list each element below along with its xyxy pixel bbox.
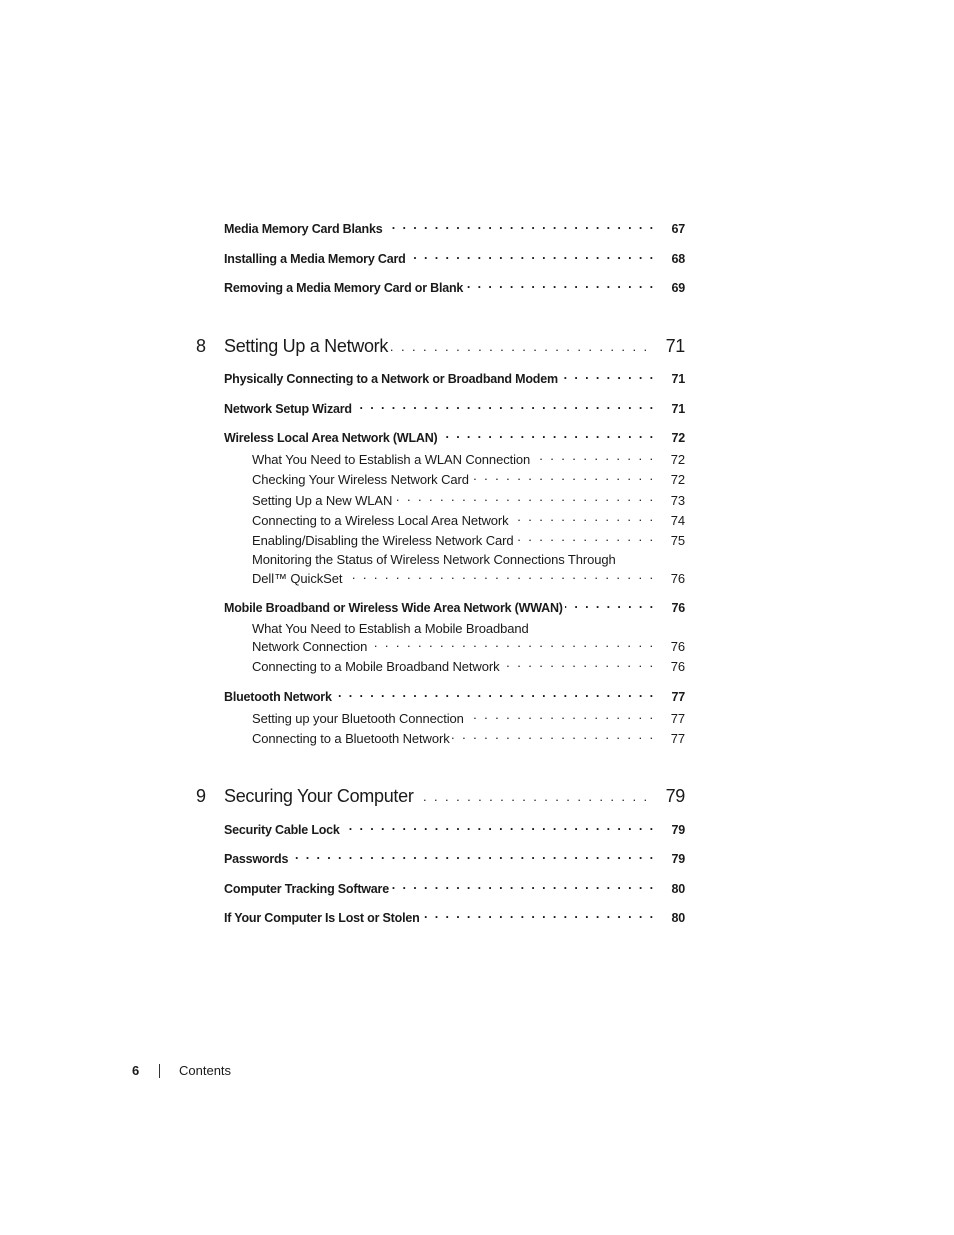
- dot-leader: [342, 820, 655, 834]
- dot-leader: [416, 788, 649, 802]
- toc-entry-page: 79: [671, 823, 685, 837]
- toc-entry-page: 80: [671, 882, 685, 896]
- toc-entry[interactable]: [224, 399, 685, 418]
- toc-entry-page: 80: [671, 911, 685, 925]
- toc-chapter-title: Securing Your Computer: [224, 786, 414, 806]
- toc-entry-title: Physically Connecting to a Network or Broadband Modem: [224, 372, 558, 386]
- toc-subentry-page: 76: [670, 571, 685, 586]
- toc-subentry-title: What You Need to Establish a WLAN Connection: [252, 452, 531, 467]
- toc-entry-title: Media Memory Card Blanks: [224, 222, 383, 236]
- toc-subentry[interactable]: [252, 637, 685, 656]
- toc-entry[interactable]: [224, 820, 685, 839]
- toc-entry-page: 72: [671, 431, 685, 445]
- toc-entry[interactable]: [224, 908, 685, 927]
- dot-leader: [516, 531, 656, 545]
- toc-chapter-title: Setting Up a Network: [224, 336, 389, 356]
- toc-subentry[interactable]: [252, 729, 685, 748]
- toc-entry-title: Installing a Media Memory Card: [224, 252, 406, 266]
- toc-subentry-title: Connecting to a Bluetooth Network: [252, 731, 450, 746]
- toc-entry[interactable]: [224, 219, 685, 238]
- toc-entry-page: 79: [671, 852, 685, 866]
- toc-subentry-title: Network Connection: [252, 639, 368, 654]
- toc-chapter-page: 71: [665, 336, 685, 356]
- toc-subentry-page: 77: [670, 731, 685, 746]
- toc-subentry-page: 72: [670, 452, 685, 467]
- toc-entry-page: 76: [671, 601, 685, 615]
- footer-section-title: Contents: [179, 1063, 232, 1078]
- toc-subentry-page: 74: [670, 513, 685, 528]
- toc-entry-page: 69: [671, 281, 685, 295]
- toc-entry-title: Wireless Local Area Network (WLAN): [224, 431, 438, 445]
- toc-subentry[interactable]: [252, 569, 685, 588]
- toc-subentry[interactable]: [252, 491, 685, 510]
- toc-entry-title: Security Cable Lock: [224, 823, 340, 837]
- toc-entry[interactable]: [224, 687, 685, 706]
- toc-entry-title: Bluetooth Network: [224, 690, 332, 704]
- toc-entry[interactable]: [224, 278, 685, 297]
- dot-leader: [471, 470, 655, 484]
- toc-entry-page: 71: [671, 402, 685, 416]
- toc-entry[interactable]: [224, 249, 685, 268]
- toc-subentry-title: Enabling/Disabling the Wireless Network Card: [252, 533, 514, 548]
- toc-subentry[interactable]: [252, 531, 685, 550]
- dot-leader: [344, 569, 655, 583]
- dot-leader: [334, 687, 655, 701]
- toc-subentry[interactable]: [252, 657, 685, 676]
- toc-subentry-title-line1: What You Need to Establish a Mobile Broadband: [252, 621, 529, 636]
- footer-page-number: 6: [132, 1063, 140, 1078]
- dot-leader: [290, 849, 655, 863]
- toc-entry-page: 77: [671, 690, 685, 704]
- dot-leader: [452, 729, 655, 743]
- toc-entry[interactable]: [224, 428, 685, 447]
- toc-chapter-entry[interactable]: [224, 337, 685, 355]
- dot-leader: [501, 657, 655, 671]
- toc-entry[interactable]: [224, 879, 685, 898]
- dot-leader: [390, 338, 649, 352]
- dot-leader: [565, 598, 655, 612]
- dot-leader: [394, 491, 655, 505]
- toc-subentry-page: 76: [670, 659, 685, 674]
- dot-leader: [391, 879, 655, 893]
- toc-subentry-title-line1: Monitoring the Status of Wireless Network Connections Through: [252, 552, 616, 567]
- toc-entry-title: Computer Tracking Software: [224, 882, 389, 896]
- dot-leader: [369, 637, 655, 651]
- toc-subentry-title: Checking Your Wireless Network Card: [252, 472, 469, 487]
- toc-subentry-title: Connecting to a Mobile Broadband Network: [252, 659, 500, 674]
- dot-leader: [532, 450, 655, 464]
- chapter-number: 9: [196, 786, 207, 806]
- toc-entry-page: 71: [671, 372, 685, 386]
- toc-subentry-page: 72: [670, 472, 685, 487]
- toc-chapter-entry[interactable]: [224, 787, 685, 805]
- dot-leader: [511, 511, 655, 525]
- chapter-number: 8: [196, 336, 207, 356]
- toc-entry-page: 67: [671, 222, 685, 236]
- dot-leader: [408, 249, 655, 263]
- toc-entry-title: If Your Computer Is Lost or Stolen: [224, 911, 420, 925]
- toc-subentry-title: Connecting to a Wireless Local Area Network: [252, 513, 509, 528]
- toc-entry[interactable]: [224, 849, 685, 868]
- toc-subentry[interactable]: [252, 470, 685, 489]
- toc-subentry-title: Setting up your Bluetooth Connection: [252, 711, 464, 726]
- toc-chapter-page: 79: [665, 786, 685, 806]
- toc-entry[interactable]: [224, 598, 685, 617]
- dot-leader: [465, 278, 655, 292]
- toc-subentry[interactable]: [252, 511, 685, 530]
- toc-subentry-page: 75: [670, 533, 685, 548]
- toc-subentry-title: Dell™ QuickSet: [252, 571, 343, 586]
- dot-leader: [440, 428, 655, 442]
- toc-entry-title: Network Setup Wizard: [224, 402, 352, 416]
- dot-leader: [560, 369, 655, 383]
- dot-leader: [354, 399, 655, 413]
- toc-subentry-title: Setting Up a New WLAN: [252, 493, 393, 508]
- toc-subentry-page: 76: [670, 639, 685, 654]
- toc-entry-title: Mobile Broadband or Wireless Wide Area Network (WWAN): [224, 601, 563, 615]
- toc-subentry-page: 77: [670, 711, 685, 726]
- toc-subentry-page: 73: [670, 493, 685, 508]
- toc-entry[interactable]: [224, 369, 685, 388]
- toc-subentry[interactable]: [252, 450, 685, 469]
- dot-leader: [422, 908, 655, 922]
- footer-separator: [159, 1064, 160, 1078]
- toc-entry-title: Passwords: [224, 852, 289, 866]
- toc-subentry[interactable]: [252, 709, 685, 728]
- toc-entry-title: Removing a Media Memory Card or Blank: [224, 281, 464, 295]
- toc-entry-page: 68: [671, 252, 685, 266]
- dot-leader: [466, 709, 655, 723]
- dot-leader: [384, 219, 655, 233]
